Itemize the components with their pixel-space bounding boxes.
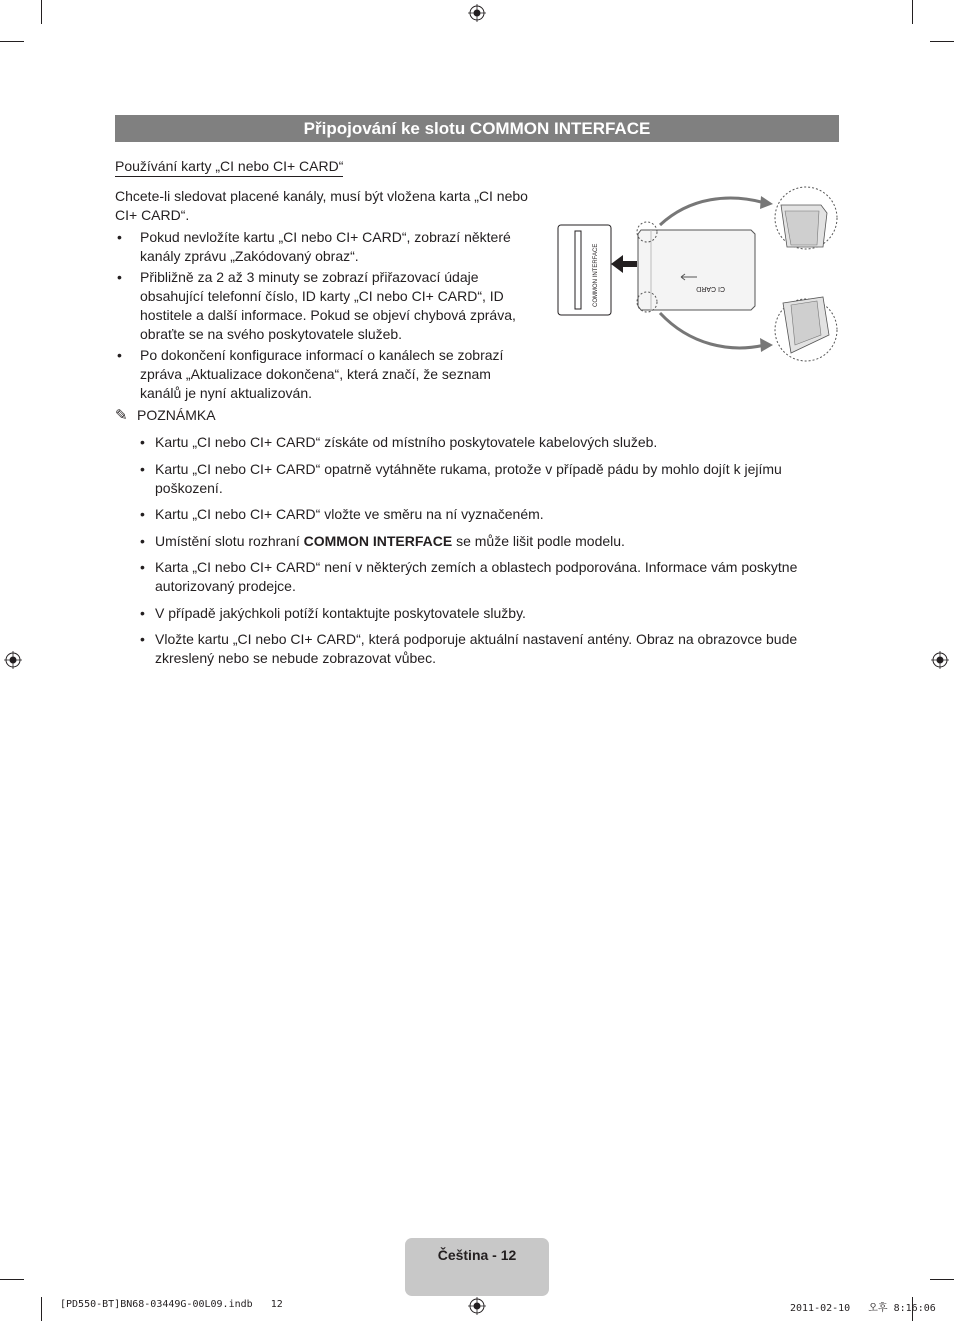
subsection-title: Používání karty „CI nebo CI+ CARD“: [115, 157, 343, 177]
pencil-icon: ✎: [115, 407, 128, 424]
registration-mark-icon: [468, 4, 486, 22]
list-item: [140, 630, 840, 668]
note-heading: [115, 406, 216, 425]
list-item-text: Po dokončení konfigurace informací o kanálech se zobrazí zpráva „Aktualizace dokončena“, která značí, že seznam kanálů je nyní aktualizován.: [140, 347, 504, 401]
registration-mark-icon: [468, 1297, 486, 1315]
list-item-text-before: Umístění slotu rozhraní: [155, 532, 304, 549]
list-item: [140, 505, 840, 524]
list-item-text-bold: COMMON INTERFACE: [303, 532, 453, 549]
list-item: [115, 228, 535, 266]
ci-card-insertion-diagram: [555, 185, 840, 365]
list-item-text: Karta „CI nebo CI+ CARD“ není v některých zemích a oblastech podporována. Informace vám poskytne autorizovaný prodejce.: [155, 559, 798, 594]
note-label: POZNÁMKA: [137, 407, 216, 423]
section-header: [115, 115, 839, 142]
list-item: [115, 346, 535, 403]
list-item: [140, 460, 840, 498]
list-item-text-after: se může lišit podle modelu.: [452, 532, 625, 549]
file-info: [PD550-BT]BN68-03449G-00L09.indb 12: [60, 1299, 283, 1310]
bullet-symbol: •: [117, 347, 122, 363]
card-label: CI CARD: [696, 285, 725, 292]
print-timestamp: 2011-02-10 오후 8:16:06: [790, 1303, 936, 1314]
list-item-text: Kartu „CI nebo CI+ CARD“ vložte ve směru na ní vyznačeném.: [155, 506, 544, 522]
page-label: Čeština - 12: [437, 1247, 517, 1263]
list-item-text: Vložte kartu „CI nebo CI+ CARD“, která podporuje aktuální nastavení antény. Obraz na obrazovce bude zkreslený nebo se nebude zobrazovat vůbec.: [155, 631, 798, 666]
curved-arrow-icon: [660, 198, 765, 225]
page-number-tab: [405, 1238, 549, 1296]
registration-mark-icon: [4, 651, 22, 669]
list-item-text: Kartu „CI nebo CI+ CARD“ získáte od místního poskytovatele kabelových služeb.: [155, 434, 658, 450]
bullet-symbol: •: [140, 460, 145, 477]
crop-mark: [912, 0, 913, 24]
crop-mark: [930, 41, 954, 42]
list-item: [115, 268, 535, 344]
bullet-symbol: •: [140, 604, 145, 621]
bullet-symbol: •: [117, 229, 122, 245]
list-item-text: Přibližně za 2 až 3 minuty se zobrazí přiřazovací údaje obsahující telefonní číslo, ID karty „CI nebo CI+ CARD“, ID hostitele a další informace. Pokud se objeví chybová zpráva, obraťte se na svého poskytovatele služeb.: [140, 269, 516, 342]
insert-arrow-icon: [611, 255, 637, 273]
list-item-text: Kartu „CI nebo CI+ CARD“ opatrně vytáhněte rukama, protože v případě pádu by mohlo dojít k jejímu poškození.: [155, 460, 782, 496]
note-list: [140, 433, 840, 676]
curved-arrow-icon: [660, 313, 765, 348]
list-item: [140, 532, 840, 551]
bullet-symbol: •: [140, 631, 145, 647]
list-item: [140, 604, 840, 623]
slot-opening: [575, 231, 581, 309]
ci-card-shape: [638, 230, 755, 310]
bullet-list: [115, 228, 535, 405]
bullet-symbol: •: [140, 434, 145, 450]
crop-mark: [930, 1279, 954, 1280]
bullet-symbol: •: [140, 532, 145, 549]
crop-mark: [0, 41, 24, 42]
crop-mark: [41, 1297, 42, 1321]
bullet-symbol: •: [140, 559, 145, 575]
list-item-text: Pokud nevložíte kartu „CI nebo CI+ CARD“, zobrazí některé kanály zprávu „Zakódovaný obraz“.: [140, 229, 511, 264]
bullet-symbol: •: [140, 506, 145, 522]
section-title: Připojování ke slotu COMMON INTERFACE: [303, 119, 651, 138]
list-item: [140, 433, 840, 452]
list-item-text: V případě jakýchkoli potíží kontaktujte poskytovatele služby.: [155, 604, 526, 621]
slot-frame: [558, 225, 611, 315]
registration-mark-icon: [931, 651, 949, 669]
list-item: [140, 558, 840, 596]
slot-label: COMMON INTERFACE: [593, 243, 599, 307]
crop-mark: [0, 1279, 24, 1280]
bullet-symbol: •: [117, 269, 122, 285]
intro-paragraph: Chcete-li sledovat placené kanály, musí být vložena karta „CI nebo CI+ CARD“.: [115, 188, 528, 223]
crop-mark: [41, 0, 42, 24]
